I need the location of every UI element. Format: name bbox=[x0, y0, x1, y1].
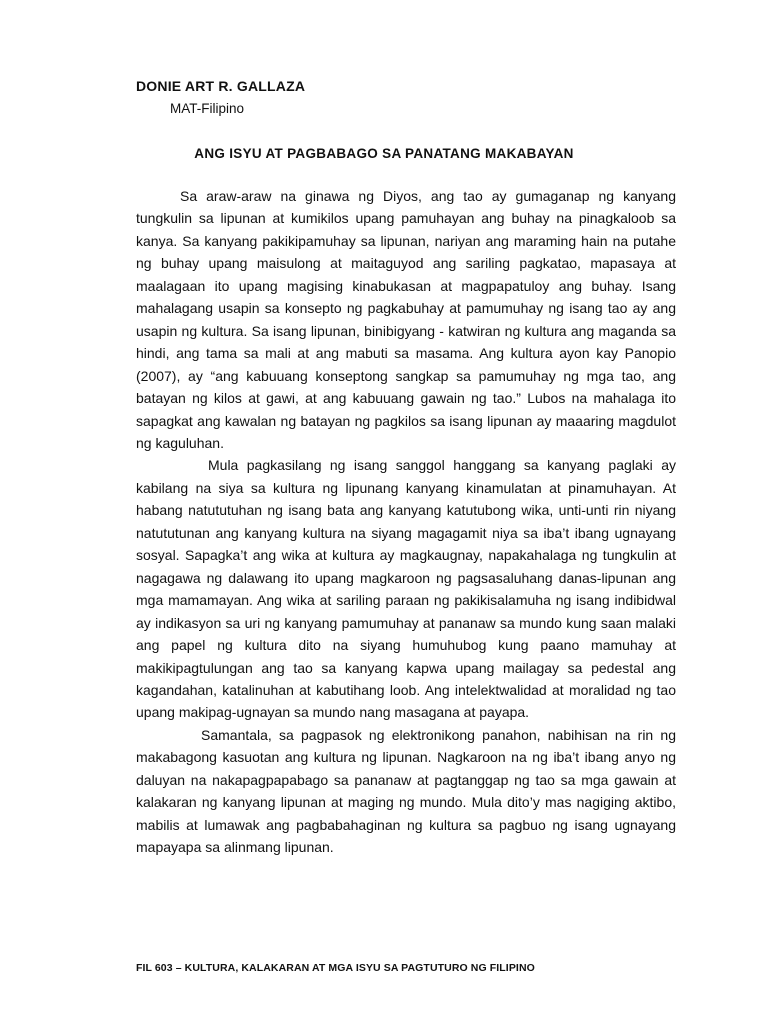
paragraph-2: Mula pagkasilang ng isang sanggol hanggang sa kanyang paglaki ay kabilang na siya sa kultura ng lipunang kanyang kinamulatan at pinamuhayan. At habang natututuhan ng isang bata ang kanyang katutubong wika, unti-unti rin niyang natututunan ang kanyang kultura na siyang magagamit niya sa iba’t ibang ugnayang sosyal. Sapagka’t ang wika at kultura ay magkaugnay, napakahalaga ng tungkulin at nagagawa ng dalawang ito upang magkaroon ng pagsasaluhang danas-lipunan ang mga mamamayan. Ang wika at sariling paraan ng pakikisalamuha ng isang indibidwal ay indikasyon sa uri ng kanyang pamumuhay at pananaw sa mundo kung saan malaki ang papel ng kultura dito na siyang humuhubog kung paano mamuhay at makikipagtulungan ang tao sa kanyang kapwa upang mailagay sa pedestal ang kagandahan, katalinuhan at kabutihang loob. Ang intelektwalidad at moralidad ng tao upang makipag-ugnayan sa mundo nang masagana at payapa. bbox=[136, 457, 676, 721]
paragraph-3: Samantala, sa pagpasok ng elektronikong panahon, nabihisan na rin ng makabagong kasuotan ang kultura ng lipunan. Nagkaroon na ng iba’t ibang anyo ng daluyan na nakapagpapabago sa pananaw at pagtanggap ng tao sa mga gawain at kalakaran ng kanyang lipunan at maging ng mundo. Mula dito’y mas nagiging aktibo, mabilis at lumawak ang pagbabahaginan ng kultura sa pagbuo ng isang ugnayang mapayapa sa alinmang lipunan. bbox=[136, 726, 676, 856]
course-footer: FIL 603 – KULTURA, KALAKARAN AT MGA ISYU SA PAGTUTURO NG FILIPINO bbox=[136, 962, 535, 974]
essay-title: ANG ISYU AT PAGBABAGO SA PANATANG MAKABAYAN bbox=[194, 146, 574, 161]
paragraph-1: Sa araw-araw na ginawa ng Diyos, ang tao ay gumaganap ng kanyang tungkulin sa lipunan at kumikilos upang pamuhayan ang buhay na pinagkaloob sa kanya. Sa kanyang pakikipamuhay sa lipunan, nariyan ang maraming hain na putahe ng buhay upang maisulong at maitaguyod ang sariling pagkatao, mapasaya at maalagaan ito upang magising kinabukasan at magpapatuloy ang buhay. Isang mahalagang usapin sa konsepto ng pagkabuhay at pamumuhay ng isang tao ay ang usapin ng kultura. Sa isang lipunan, binibigyang - katwiran ng kultura ang maganda sa hindi, ang tama sa mali at ang mabuti sa masama. Ang kultura ayon kay Panopio (2007), ay “ang kabuuang konseptong sangkap sa pamumuhay ng mga tao, ang batayan ng kilos at gawi, at ang kabuuang gawain ng tao.” Lubos na mahalaga ito sapagkat ang kawalan ng batayan ng pagkilos sa isang lipunan ay maaaring magdulot ng kaguluhan. bbox=[136, 188, 676, 451]
essay-body bbox=[136, 185, 676, 859]
degree-program: MAT-Filipino bbox=[170, 101, 245, 116]
author-name: DONIE ART R. GALLAZA bbox=[136, 78, 306, 94]
